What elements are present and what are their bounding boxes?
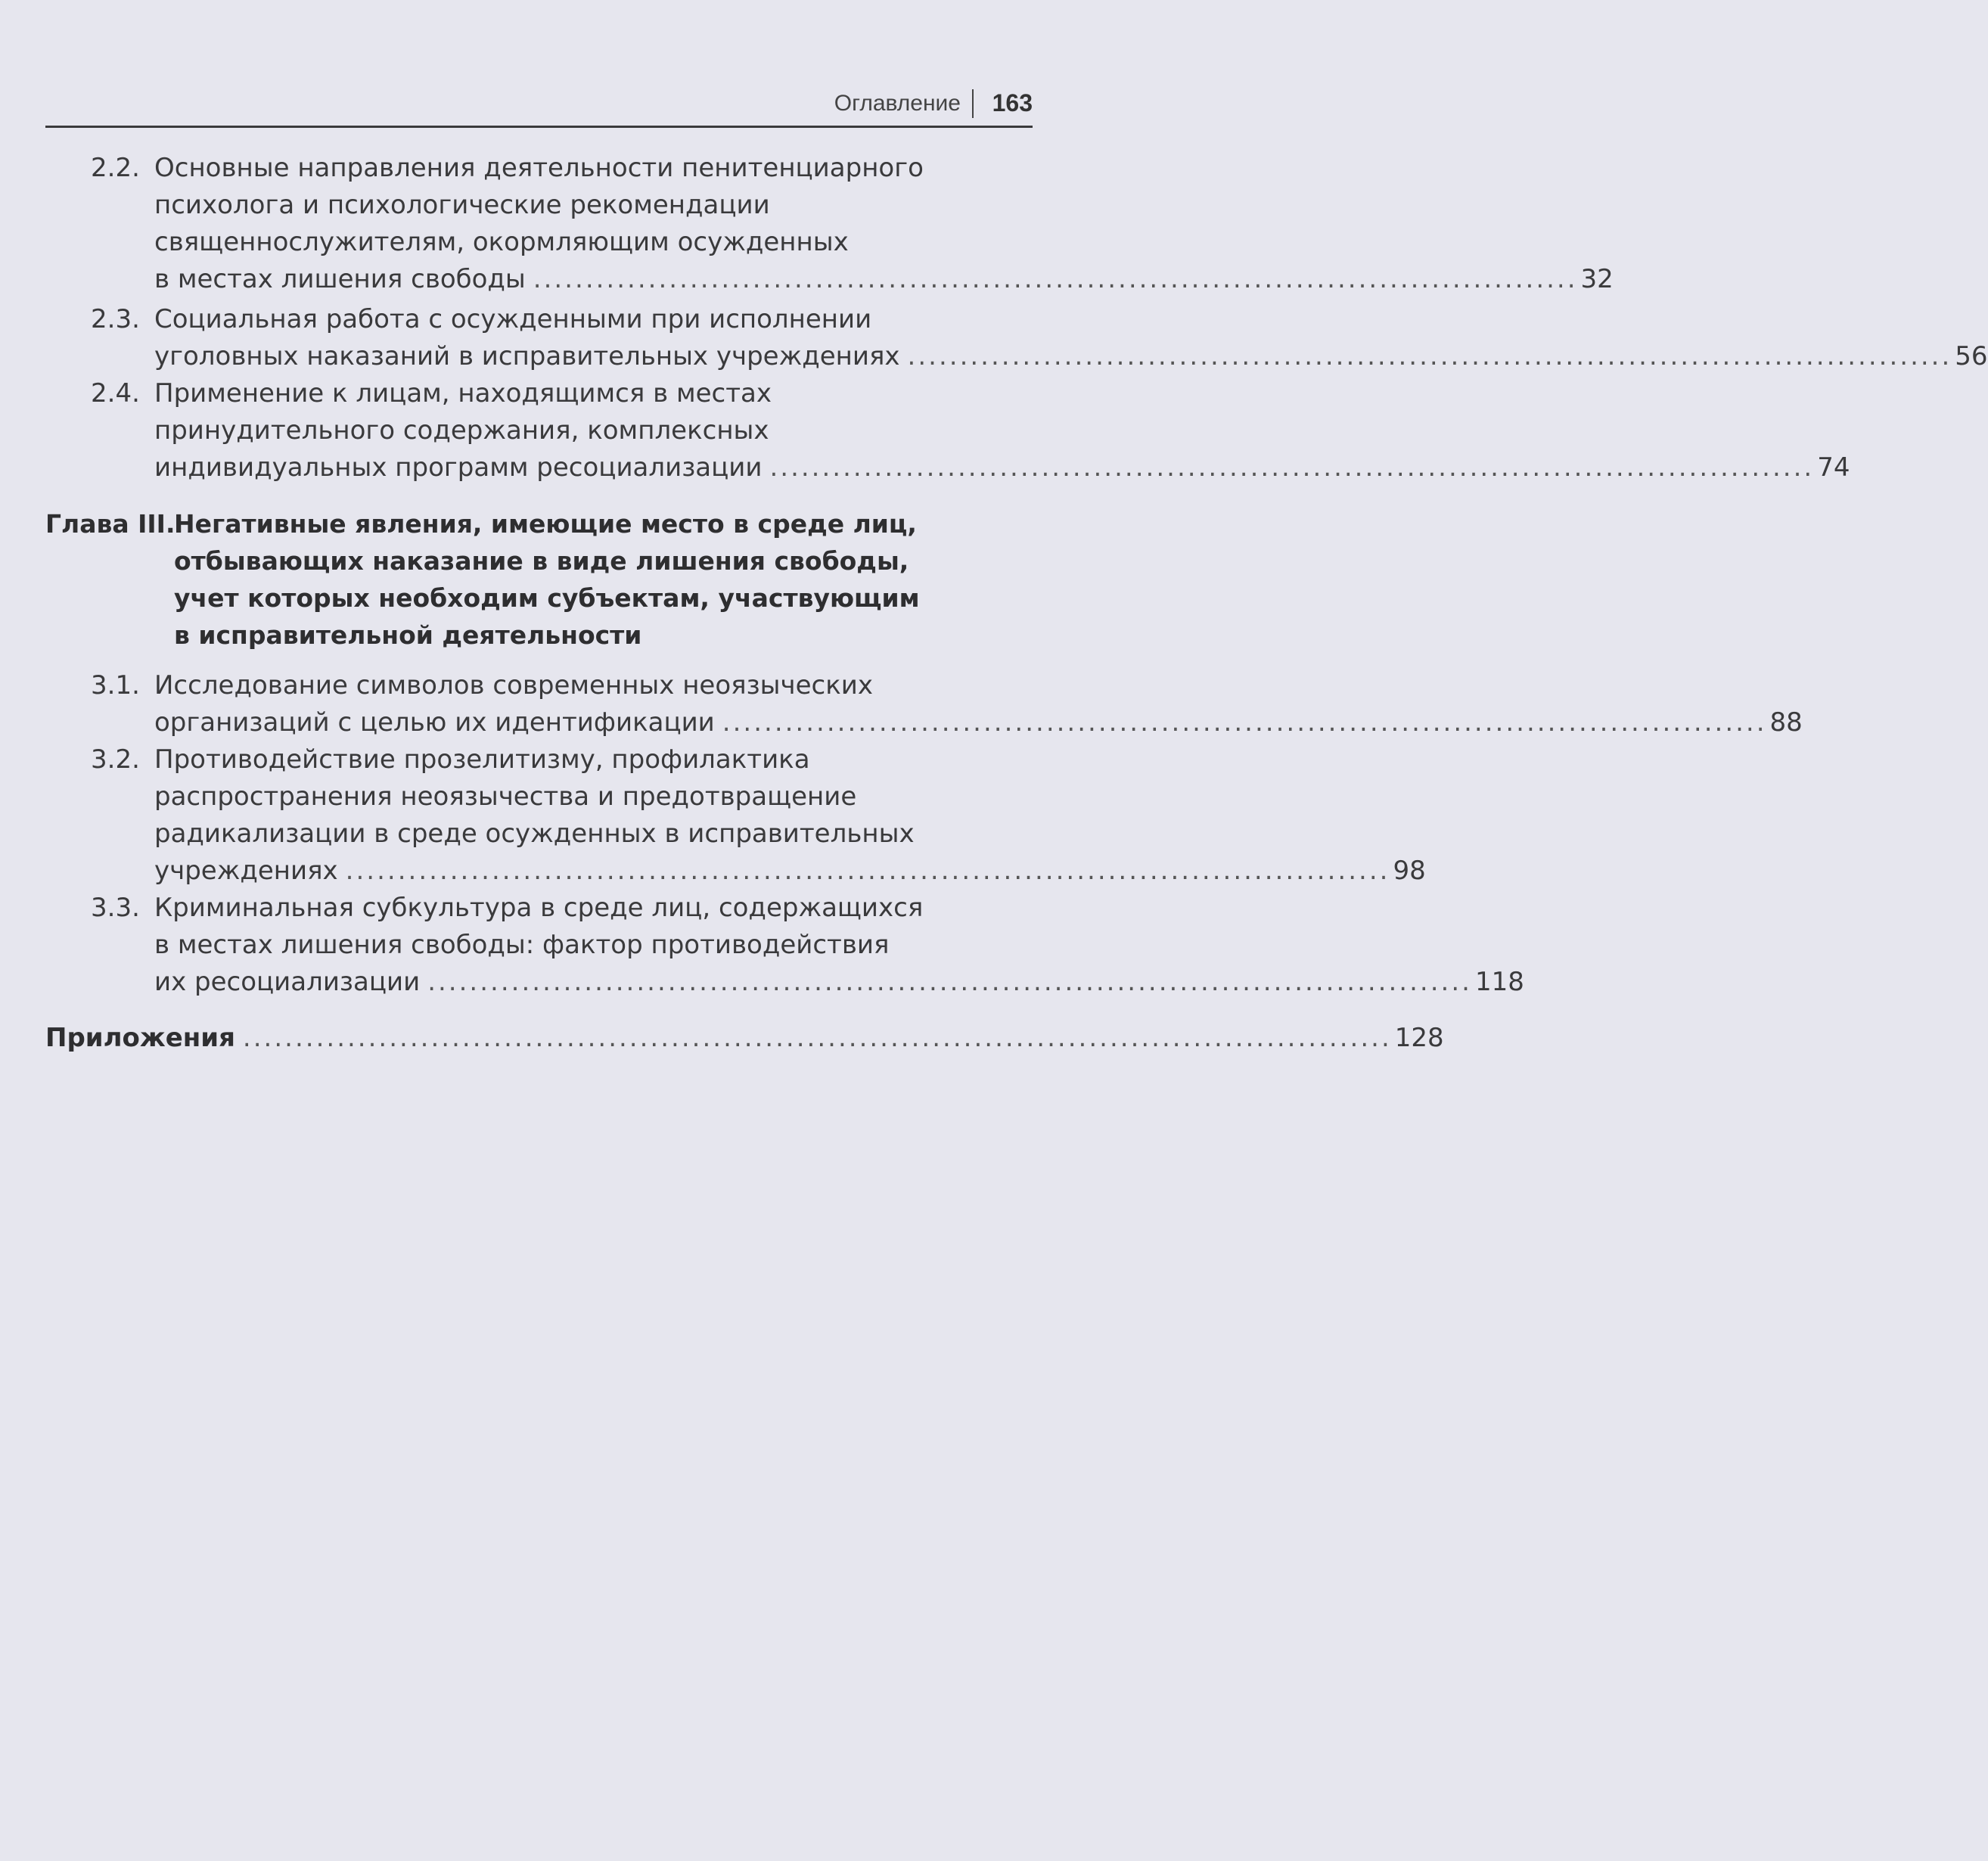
running-head-divider: [972, 89, 974, 118]
appendix-title: Приложения: [45, 1023, 235, 1053]
toc-entry-line: Исследование символов современных неоязыческих: [154, 670, 873, 701]
toc-entry-page: 118: [1474, 967, 1524, 997]
toc-entry-number: 3.3.: [91, 893, 140, 923]
toc-entry-line: Социальная работа с осужденными при исполнении: [154, 304, 872, 334]
running-head-title: Оглавление: [834, 91, 961, 116]
toc-entry-line: учреждениях: [154, 856, 338, 886]
toc-entry-line: Криминальная субкультура в среде лиц, содержащихся: [154, 893, 924, 923]
chapter-title-line: Негативные явления, имеющие место в среде лиц,: [174, 509, 917, 539]
running-head: [45, 83, 1033, 128]
chapter-title-line: в исправительной деятельности: [174, 620, 642, 650]
toc-entry-line: уголовных наказаний в исправительных учреждениях: [154, 341, 900, 371]
dot-leader: ....................................................................................................: [427, 967, 1472, 997]
chapter-label: Глава III.: [45, 509, 176, 539]
toc-entry-page: 128: [1394, 1023, 1444, 1053]
toc-entry-line: Основные направления деятельности пенитенциарного: [154, 153, 924, 183]
toc-entry-line: распространения неоязычества и предотвращение: [154, 781, 857, 812]
toc-entry-line: Применение к лицам, находящимся в местах: [154, 378, 772, 409]
toc-entry-number: 2.2.: [91, 153, 140, 183]
toc-entry-line: принудительного содержания, комплексных: [154, 415, 769, 446]
chapter-title-line: учет которых необходим субъектам, участвующим: [174, 583, 920, 613]
toc-entry-line: в местах лишения свободы: [154, 264, 526, 294]
dot-leader: ....................................................................................................: [907, 341, 1952, 371]
toc-entry-number: 2.3.: [91, 304, 140, 334]
toc-entry-line: их ресоциализации: [154, 967, 421, 997]
dot-leader: ..............................................................................................................: [242, 1023, 1392, 1053]
dot-leader: ....................................................................................................: [345, 856, 1390, 886]
toc-entry-page: 98: [1393, 856, 1426, 886]
toc-entry-appendix[interactable]: [45, 1020, 1444, 1057]
dot-leader: ....................................................................................................: [722, 707, 1767, 738]
chapter-title: [174, 505, 930, 654]
toc-entry-line: священнослужителям, окормляющим осужденных: [154, 227, 849, 257]
chapter-title-line: отбывающих наказание в виде лишения свободы,: [174, 546, 909, 576]
toc-entry-number: 2.4.: [91, 378, 140, 409]
toc-entry-number: 3.1.: [91, 670, 140, 701]
toc-entry-line: индивидуальных программ ресоциализации: [154, 452, 763, 483]
toc-entry-line: радикализации в среде осужденных в исправительных: [154, 819, 915, 849]
toc-entry-page: 88: [1769, 707, 1803, 738]
toc-entry-page: 74: [1817, 452, 1850, 483]
toc-entry-line: психолога и психологические рекомендации: [154, 190, 770, 220]
toc-entry-line: Противодействие прозелитизму, профилактика: [154, 744, 810, 775]
page-number: 163: [992, 89, 1033, 117]
toc-entry-page: 32: [1580, 264, 1614, 294]
toc-entry-number: 3.2.: [91, 744, 140, 775]
toc-entry-line: в местах лишения свободы: фактор противодействия: [154, 930, 890, 960]
dot-leader: ....................................................................................................: [533, 264, 1578, 294]
dot-leader: ....................................................................................................: [769, 452, 1815, 483]
toc-entry-page: 56: [1955, 341, 1988, 371]
toc-entry-line: организаций с целью их идентификации: [154, 707, 715, 738]
